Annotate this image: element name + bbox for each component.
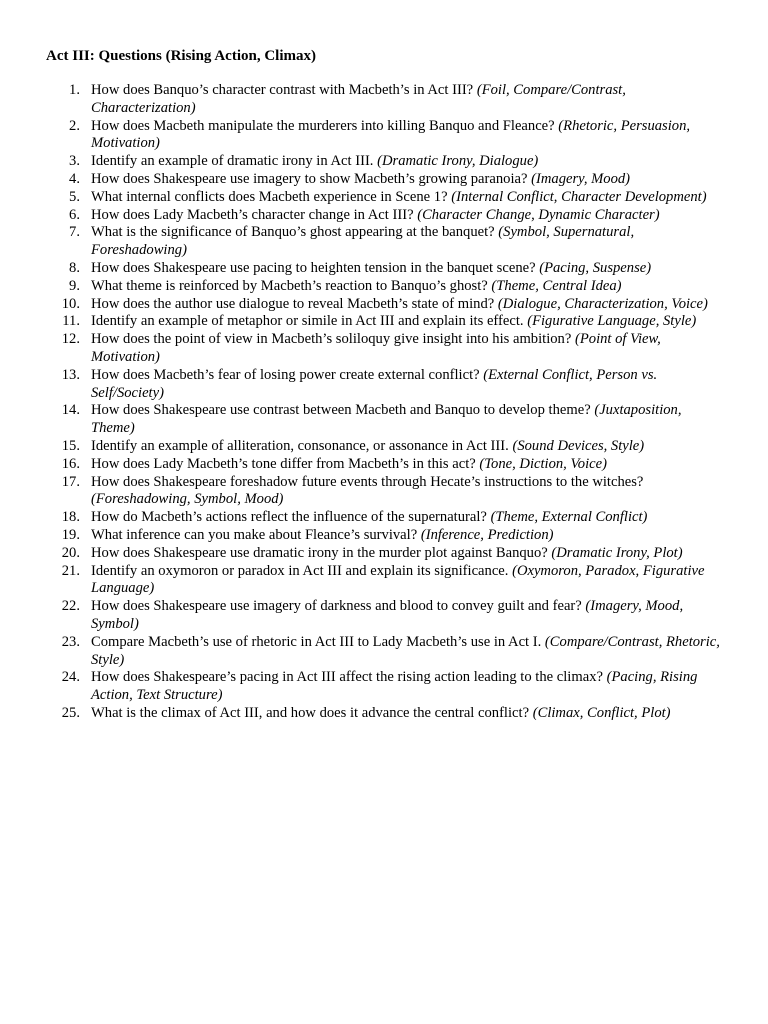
question-item [0,705,768,723]
question-number: 15. [61,437,80,454]
question-number: 20. [61,544,80,561]
question-text: What theme is reinforced by Macbeth’s reaction to Banquo’s ghost? [91,277,488,294]
question-item [0,296,768,314]
question-number: 24. [61,669,80,686]
question-number: 2. [69,117,80,134]
question-tags: (Character Change, Dynamic Character) [417,206,660,223]
question-item [0,331,768,367]
question-tags: (Pacing, Rising Action, Text Structure) [91,669,698,704]
question-tags: (Dramatic Irony, Plot) [551,544,683,561]
question-item [0,527,768,545]
question-item [0,313,768,331]
question-item [0,207,768,225]
question-number: 9. [69,277,80,294]
question-item [0,545,768,563]
question-text: How does Macbeth manipulate the murderers into killing Banquo and Fleance? [91,117,555,134]
question-number: 22. [61,598,80,615]
question-item [0,153,768,171]
question-tags: (Dialogue, Characterization, Voice) [497,295,708,312]
question-tags: (Climax, Conflict, Plot) [532,704,671,721]
question-item [0,189,768,207]
question-tags: (Internal Conflict, Character Development) [451,188,707,205]
question-number: 10. [61,295,80,312]
question-text: What is the climax of Act III, and how does it advance the central conflict? [91,704,530,721]
question-text: Compare Macbeth’s use of rhetoric in Act III to Lady Macbeth’s use in Act I. [91,633,542,650]
question-item [0,260,768,278]
question-number: 18. [61,509,80,526]
question-number: 7. [69,224,80,241]
question-text: How does Banquo’s character contrast with Macbeth’s in Act III? [91,82,474,98]
question-tags: (Symbol, Supernatural, Foreshadowing) [91,224,635,259]
question-tags: (Point of View, Motivation) [91,331,661,365]
question-item [0,367,768,403]
question-text: What is the significance of Banquo’s ghost appearing at the banquet? [91,224,495,241]
question-tags: (Tone, Diction, Voice) [479,455,607,472]
question-number: 19. [61,526,80,543]
question-item [0,634,768,670]
question-tags: (External Conflict, Person vs. Self/Society) [91,366,658,401]
question-number: 17. [61,473,80,490]
question-number: 6. [69,206,80,223]
question-text: What internal conflicts does Macbeth experience in Scene 1? [91,188,448,205]
question-text: Identify an oxymoron or paradox in Act III and explain its significance. [91,562,509,579]
question-tags: (Figurative Language, Style) [527,313,697,330]
question-list [0,82,768,723]
question-number: 25. [61,704,80,721]
question-text: How does Shakespeare use contrast between Macbeth and Banquo to develop theme? [91,402,591,419]
question-item [0,509,768,527]
question-tags: (Imagery, Mood, Symbol) [91,598,684,632]
question-text: Identify an example of dramatic irony in Act III. [91,153,374,170]
question-text: What inference can you make about Fleance’s survival? [91,526,418,543]
question-tags: (Imagery, Mood) [531,170,631,187]
question-text: How does Lady Macbeth’s tone differ from Macbeth’s in this act? [91,455,476,472]
question-text: How does the author use dialogue to reveal Macbeth’s state of mind? [91,295,495,312]
question-tags: (Rhetoric, Persuasion, Motivation) [91,117,691,152]
question-item [0,474,768,510]
question-text: Identify an example of alliteration, consonance, or assonance in Act III. [91,437,509,454]
question-text: How does Lady Macbeth’s character change in Act III? [91,206,414,223]
question-item [0,456,768,474]
question-text: How does Shakespeare foreshadow future events through Hecate’s instructions to the witches? [91,473,644,490]
question-text: How does Macbeth’s fear of losing power create external conflict? [91,366,480,383]
question-tags: (Juxtaposition, Theme) [91,402,682,437]
question-number: 1. [69,82,80,98]
question-text: How do Macbeth’s actions reflect the influence of the supernatural? [91,509,487,526]
question-tags: (Inference, Prediction) [420,526,554,543]
question-tags: (Theme, Central Idea) [491,277,622,294]
question-tags: (Compare/Contrast, Rhetoric, Style) [91,633,720,668]
question-tags: (Sound Devices, Style) [512,437,645,454]
question-item [0,224,768,260]
question-number: 21. [61,562,80,579]
question-item [0,278,768,296]
page-title: Act III: Questions (Rising Action, Climax) [46,48,317,64]
question-text: How does Shakespeare use pacing to heighten tension in the banquet scene? [91,259,536,276]
question-item [0,402,768,438]
question-text: Identify an example of metaphor or simile in Act III and explain its effect. [91,313,524,330]
question-text: How does Shakespeare use imagery to show Macbeth’s growing paranoia? [91,170,528,187]
question-number: 13. [61,366,80,383]
question-number: 3. [69,153,80,170]
question-text: How does Shakespeare use imagery of darkness and blood to convey guilt and fear? [91,598,582,615]
question-number: 5. [69,188,80,205]
question-item [0,669,768,705]
question-item [0,563,768,599]
question-tags: (Foreshadowing, Symbol, Mood) [91,491,284,508]
question-tags: (Oxymoron, Paradox, Figurative Language) [91,562,705,597]
question-number: 16. [61,455,80,472]
question-number: 8. [69,259,80,276]
question-item [0,82,768,118]
question-item [0,118,768,154]
question-text: How does Shakespeare use dramatic irony in the murder plot against Banquo? [91,544,548,561]
question-text: How does Shakespeare’s pacing in Act III affect the rising action leading to the climax? [91,669,603,686]
question-tags: (Pacing, Suspense) [539,259,652,276]
question-tags: (Dramatic Irony, Dialogue) [377,153,539,170]
question-number: 4. [69,170,80,187]
question-number: 12. [61,331,80,348]
question-number: 14. [61,402,80,419]
question-tags: (Theme, External Conflict) [490,509,648,526]
question-tags: (Foil, Compare/Contrast, Characterization) [91,82,626,116]
question-number: 11. [62,313,80,330]
question-item [0,171,768,189]
question-item [0,438,768,456]
question-text: How does the point of view in Macbeth’s soliloquy give insight into his ambition? [91,331,572,348]
question-number: 23. [61,633,80,650]
question-item [0,598,768,634]
